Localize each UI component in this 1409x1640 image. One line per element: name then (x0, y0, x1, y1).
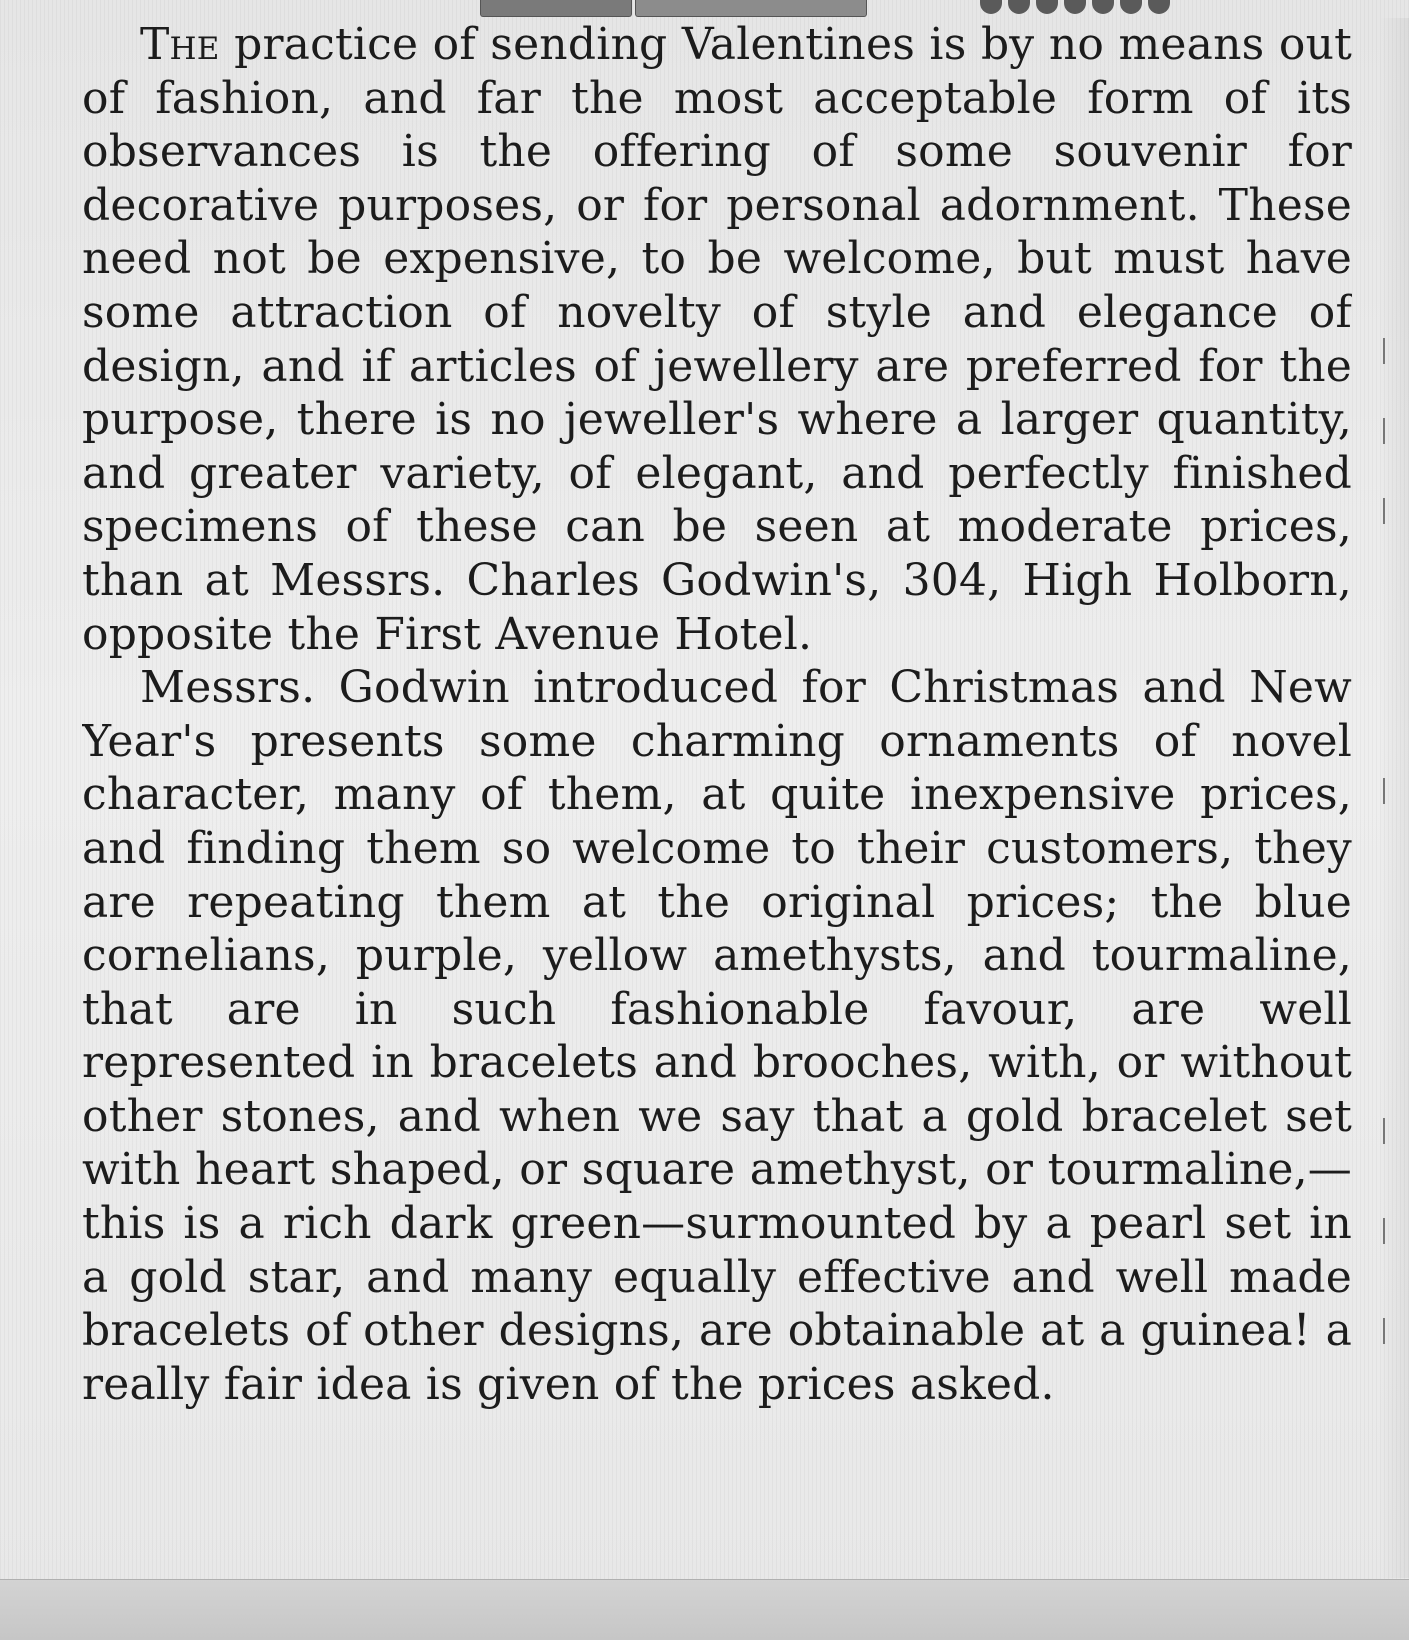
paragraph-valentines (82, 18, 1352, 661)
scrollbar[interactable] (1379, 18, 1409, 1578)
scroll-tick (1383, 1218, 1385, 1244)
paragraph-body: practice of sending Valentines is by no means out of fashion, and far the most acceptable form of its observances is the offering of some souvenir for decorative purposes, or for personal adornment. These need not be expensive, to be welcome, but must have some attraction of novelty of style and elegance of design, and if articles of jewellery are preferred for the purpose, there is no jeweller's where a larger quantity, and greater variety, of elegant, and perfectly finished specimens of these can be seen at moderate prices, than at Messrs. Charles Godwin's, 304, High Holborn, opposite the First Avenue Hotel. (82, 19, 1352, 660)
print-icon[interactable] (1120, 0, 1142, 14)
zoom-out-icon[interactable] (980, 0, 1002, 14)
toolbar-field[interactable] (635, 0, 867, 17)
pen-icon[interactable] (1036, 0, 1058, 14)
toolbar-strip (480, 0, 1409, 18)
scroll-tick (1383, 1118, 1385, 1144)
scroll-tick (1383, 1318, 1385, 1344)
paragraph-body: Messrs. Godwin introduced for Christmas and New Year's presents some charming ornaments of novel character, many of them, at quite inexpensive prices, and finding them so welcome to their customers, they are repeating them at the original prices; the blue cornelians, purple, yellow amethysts, and tourmaline, that are in such fashionable favour, are well represented in bracelets and brooches, with, or without other stones, and when we say that a gold bracelet set with heart shaped, or square amethyst, or tourmaline,—this is a rich dark green—surmounted by a pearl set in a gold star, and many equally effective and well made bracelets of other designs, are obtainable at a guinea! a really fair idea is given of the prices asked. (82, 662, 1352, 1410)
zoom-in-icon[interactable] (1008, 0, 1030, 14)
grid-icon[interactable] (1092, 0, 1114, 14)
export-icon[interactable] (1148, 0, 1170, 14)
scroll-tick (1383, 498, 1385, 524)
scroll-tick (1383, 338, 1385, 364)
article-text (82, 18, 1352, 1578)
bottom-strip (0, 1579, 1409, 1640)
toolbar-button[interactable] (480, 0, 632, 17)
dropcap-word: The (140, 19, 220, 70)
scroll-tick (1383, 778, 1385, 804)
paragraph-godwin (82, 661, 1352, 1411)
scroll-tick (1383, 418, 1385, 444)
page-icon[interactable] (1064, 0, 1086, 14)
